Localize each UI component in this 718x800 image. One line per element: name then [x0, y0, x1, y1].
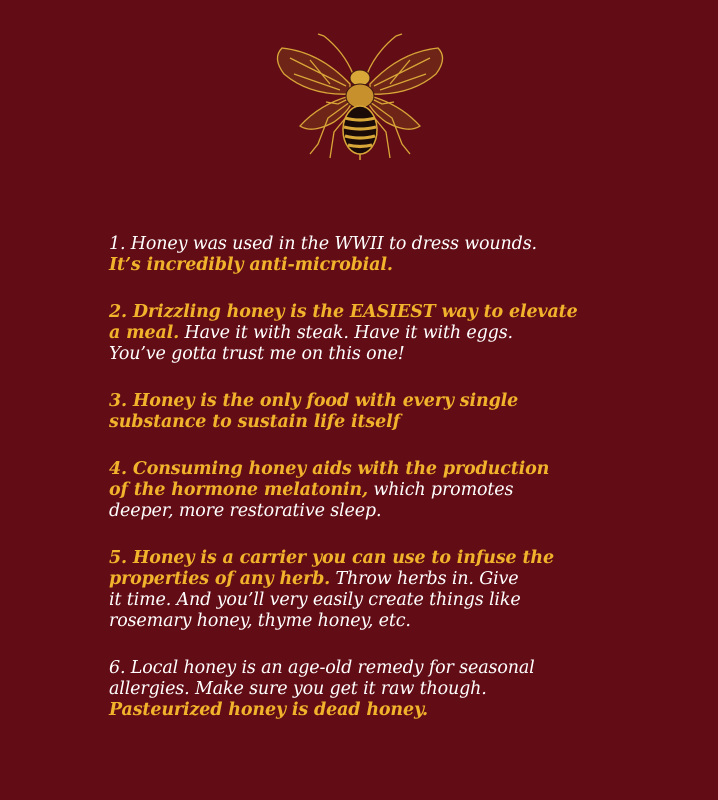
fact-item-4 — [109, 459, 669, 522]
body-text: 6. Local honey is an age-old remedy for seasonal — [109, 658, 535, 678]
highlighted-text: of the hormone melatonin, — [109, 480, 368, 500]
bee-illustration — [260, 22, 460, 172]
body-text: rosemary honey, thyme honey, etc. — [109, 611, 411, 631]
highlighted-text: substance to sustain life itself — [109, 412, 400, 432]
fact-line — [109, 548, 669, 569]
highlighted-text: 4. Consuming honey aids with the production — [109, 459, 550, 479]
fact-line — [109, 459, 669, 480]
highlighted-text: a meal. — [109, 323, 180, 343]
body-text: Throw herbs in. Give — [330, 569, 519, 589]
fact-item-6 — [109, 658, 669, 721]
highlighted-text: Pasteurized honey is dead honey. — [109, 700, 428, 720]
body-text: deeper, more restorative sleep. — [109, 501, 382, 521]
fact-line — [109, 255, 669, 276]
fact-item-2 — [109, 302, 669, 365]
highlighted-text: It’s incredibly anti-microbial. — [109, 255, 393, 275]
fact-line — [109, 480, 669, 501]
fact-line — [109, 590, 669, 611]
body-text: Have it with steak. Have it with eggs. — [179, 323, 513, 343]
highlighted-text: properties of any herb. — [109, 569, 331, 589]
fact-line — [109, 234, 669, 255]
body-text: it time. And you’ll very easily create things like — [109, 590, 521, 610]
body-text: You’ve gotta trust me on this one! — [109, 344, 405, 364]
bee-icon — [260, 22, 460, 172]
fact-line — [109, 391, 669, 412]
fact-item-5 — [109, 548, 669, 632]
highlighted-text: 3. Honey is the only food with every single — [109, 391, 519, 411]
honey-facts-list — [109, 234, 669, 747]
fact-line — [109, 569, 669, 590]
fact-line — [109, 658, 669, 679]
fact-line — [109, 679, 669, 700]
body-text: allergies. Make sure you get it raw though. — [109, 679, 487, 699]
fact-line — [109, 344, 669, 365]
fact-item-3 — [109, 391, 669, 433]
fact-line — [109, 302, 669, 323]
fact-line — [109, 323, 669, 344]
fact-line — [109, 700, 669, 721]
body-text: 1. Honey was used in the WWII to dress wounds. — [109, 234, 537, 254]
fact-line — [109, 611, 669, 632]
highlighted-text: 2. Drizzling honey is the EASIEST way to elevate — [109, 302, 578, 322]
fact-line — [109, 501, 669, 522]
fact-line — [109, 412, 669, 433]
highlighted-text: 5. Honey is a carrier you can use to infuse the — [109, 548, 554, 568]
body-text: which promotes — [367, 480, 514, 500]
fact-item-1 — [109, 234, 669, 276]
